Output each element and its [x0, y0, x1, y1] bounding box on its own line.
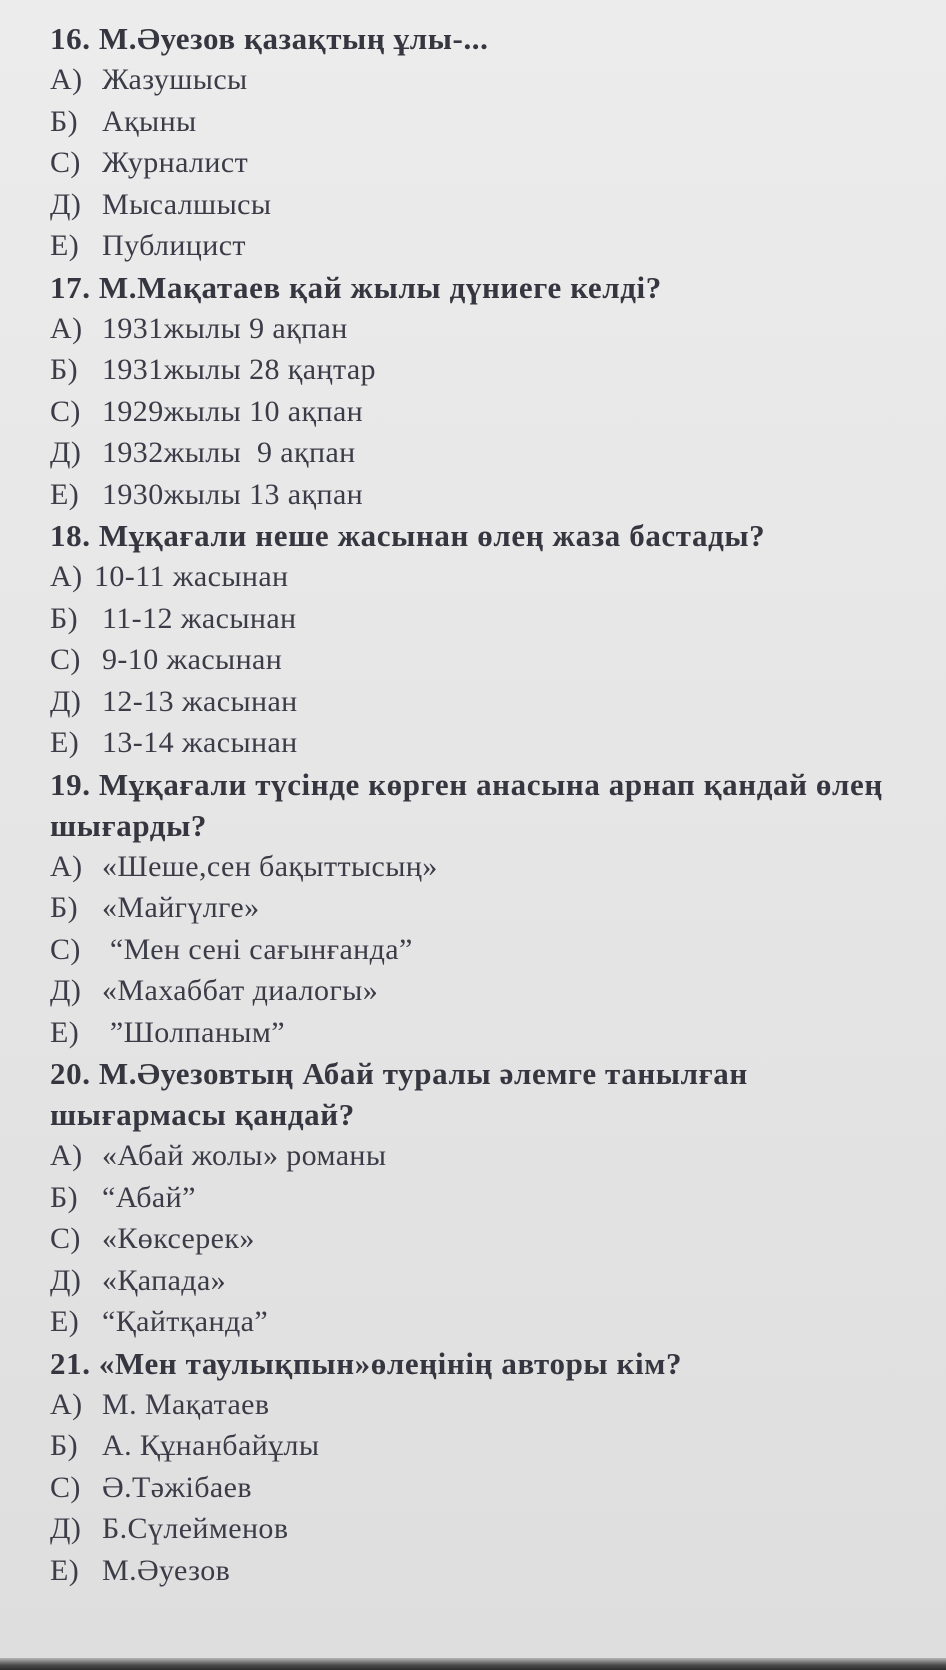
option-text: 13-14 жасынан: [102, 726, 298, 759]
question-20: 20. М.Әуезовтың Абай туралы әлемге танылған шығармасы қандай?: [50, 1056, 748, 1132]
option-letter: Е): [50, 1015, 80, 1049]
option-21-b: [50, 1425, 946, 1467]
option-text: 11-12 жасынан: [102, 601, 297, 635]
option-text: Жазушысы: [102, 63, 248, 96]
option-text: «Қапада»: [102, 1263, 227, 1297]
option-letter: Б): [50, 1180, 79, 1214]
option-letter: С): [50, 146, 81, 179]
option-18-a: [50, 556, 946, 598]
option-letter: С): [50, 932, 81, 966]
question-16: 16. М.Әуезов қазақтың ұлы-...: [50, 21, 489, 56]
option-20-e: [50, 1301, 946, 1343]
option-text: 1931жылы 9 ақпан: [102, 311, 348, 345]
option-letter: А): [50, 849, 83, 883]
option-letter: С): [50, 1222, 81, 1255]
option-20-a: [50, 1135, 946, 1177]
option-19-d: [50, 970, 946, 1012]
option-letter: Б): [50, 104, 79, 138]
option-letter: А): [50, 1139, 83, 1172]
option-16-d: [50, 184, 946, 226]
question-19: 19. Мұқағали түсінде көрген анасына арнап қандай өлең шығарды?: [50, 766, 883, 843]
option-19-b: [50, 887, 946, 929]
option-21-e: [50, 1550, 946, 1592]
option-letter: Б): [50, 891, 79, 924]
option-letter: А): [50, 63, 83, 96]
option-letter: А): [50, 311, 83, 345]
option-text: «Шеше,сен бақыттысың»: [102, 849, 438, 883]
option-text: 1930жылы 13 ақпан: [102, 477, 364, 511]
option-17-b: [50, 349, 946, 391]
option-letter: Б): [50, 601, 79, 635]
option-letter: Е): [50, 726, 80, 759]
option-text: Б.Сүлейменов: [102, 1512, 289, 1545]
option-letter: Д): [50, 684, 82, 718]
option-text: 12-13 жасынан: [102, 684, 298, 718]
option-text: 10-11 жасынан: [94, 560, 289, 593]
option-text: А. Құнанбайұлы: [102, 1429, 320, 1462]
option-18-d: [50, 681, 946, 723]
option-17-c: [50, 391, 946, 433]
option-text: Журналист: [102, 146, 249, 179]
option-letter: А): [50, 560, 83, 593]
option-21-d: [50, 1508, 946, 1550]
option-text: 1932жылы 9 ақпан: [102, 436, 356, 469]
option-text: 1931жылы 28 қаңтар: [102, 353, 376, 386]
option-text: «Майгүлге»: [102, 891, 260, 924]
option-text: 1929жылы 10 ақпан: [102, 394, 364, 428]
option-text: Ақыны: [102, 104, 197, 138]
option-20-c: [50, 1218, 946, 1260]
option-19-a: [50, 846, 946, 888]
option-text: М. Мақатаев: [102, 1387, 270, 1421]
screen-bezel-edge: [0, 1658, 946, 1670]
option-20-d: [50, 1260, 946, 1302]
option-17-e: [50, 474, 946, 516]
option-20-b: [50, 1177, 946, 1219]
option-text: Мысалшысы: [102, 187, 272, 221]
option-text: “Қайтқанда”: [102, 1305, 269, 1338]
option-text: Публицист: [102, 229, 246, 262]
option-text: “Мен сені сағынғанда”: [102, 932, 413, 966]
option-letter: Е): [50, 1553, 80, 1587]
option-16-e: [50, 225, 946, 267]
option-16-a: [50, 59, 946, 101]
option-17-a: [50, 308, 946, 350]
option-16-c: [50, 142, 946, 184]
question-17: 17. М.Мақатаев қай жылы дүниеге келді?: [50, 269, 662, 305]
option-letter: Д): [50, 1263, 82, 1297]
option-17-d: [50, 432, 946, 474]
option-letter: Б): [50, 353, 79, 386]
option-19-c: [50, 929, 946, 971]
option-18-c: [50, 639, 946, 681]
option-text: «Абай жолы» романы: [102, 1139, 387, 1172]
option-letter: Д): [50, 1512, 82, 1545]
option-letter: С): [50, 394, 81, 428]
option-letter: А): [50, 1387, 83, 1421]
option-21-a: [50, 1384, 946, 1426]
option-text: “Абай”: [102, 1180, 196, 1214]
option-letter: С): [50, 1470, 81, 1504]
option-letter: Д): [50, 187, 82, 221]
option-19-e: [50, 1012, 946, 1054]
option-18-e: [50, 722, 946, 764]
option-letter: Д): [50, 436, 82, 469]
option-letter: Д): [50, 974, 82, 1007]
option-18-b: [50, 598, 946, 640]
option-text: «Көксерек»: [102, 1222, 255, 1255]
option-text: 9-10 жасынан: [102, 643, 283, 676]
option-text: Ә.Тәжібаев: [102, 1470, 252, 1504]
option-letter: Е): [50, 229, 80, 262]
question-21: 21. «Мен таулықпын»өлеңінің авторы кім?: [50, 1345, 683, 1381]
option-text: «Махаббат диалогы»: [102, 974, 379, 1007]
option-letter: Е): [50, 1305, 80, 1338]
question-18: 18. Мұқағали неше жасынан өлең жаза бастады?: [50, 518, 766, 553]
option-letter: Б): [50, 1429, 79, 1462]
option-16-b: [50, 101, 946, 143]
option-text: ”Шолпаным”: [102, 1015, 285, 1049]
option-letter: С): [50, 643, 81, 676]
option-21-c: [50, 1467, 946, 1509]
option-letter: Е): [50, 477, 80, 511]
option-text: М.Әуезов: [102, 1553, 231, 1587]
